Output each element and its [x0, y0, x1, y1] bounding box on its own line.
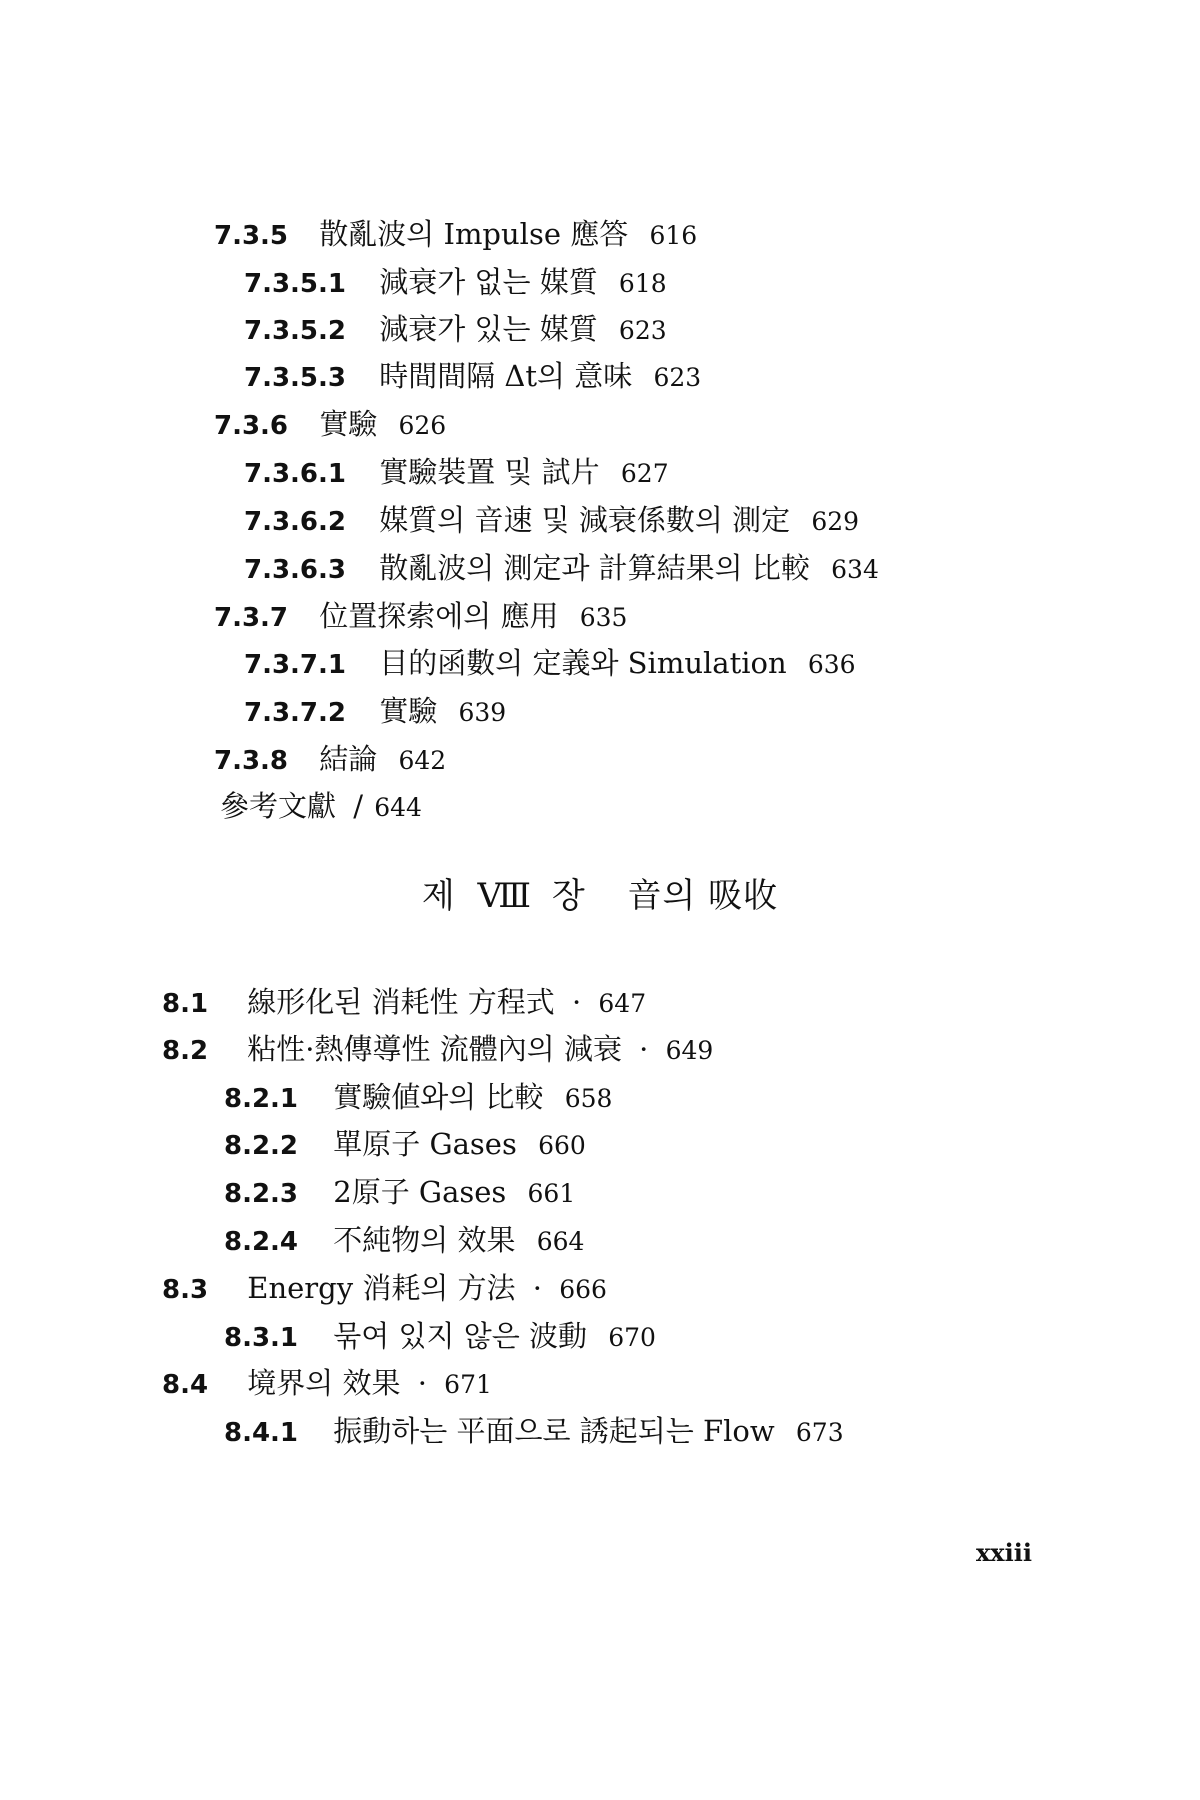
chapter-roman: Ⅷ — [477, 876, 533, 916]
entry-title: 境界의 效果 — [247, 1366, 401, 1400]
toc-entry-7-3-6-3 — [244, 548, 879, 588]
toc-entry-7-3-8 — [214, 739, 446, 779]
entry-number: 7.3.6.3 — [244, 555, 346, 585]
page-number: xxiii — [976, 1538, 1032, 1567]
toc-entry-8-2 — [162, 1029, 713, 1069]
entry-separator: / — [353, 789, 364, 823]
entry-number: 8.4 — [162, 1370, 209, 1400]
entry-page: 647 — [598, 989, 647, 1018]
entry-page: 616 — [649, 221, 698, 250]
entry-page: 666 — [559, 1275, 607, 1304]
toc-entry-7-3-6 — [214, 404, 446, 444]
chapter-name: 音의 吸收 — [627, 876, 779, 916]
entry-number: 8.3.1 — [224, 1323, 299, 1353]
entry-page: 642 — [398, 746, 447, 775]
entry-title: 減衰가 없는 媒質 — [379, 265, 598, 299]
entry-number: 7.3.6.2 — [244, 507, 346, 537]
toc-entry-7-3-5-2 — [244, 309, 667, 349]
entry-title: 目的函數의 定義와 Simulation — [379, 646, 787, 680]
toc-entry-8-1 — [162, 982, 646, 1022]
entry-title: 減衰가 있는 媒質 — [379, 312, 598, 346]
entry-title: Energy 消耗의 方法 — [247, 1271, 516, 1305]
entry-page: 673 — [795, 1418, 844, 1447]
toc-entry-7-3-5 — [214, 214, 697, 254]
entry-number: 7.3.7.1 — [244, 650, 346, 680]
entry-separator: · — [417, 1366, 427, 1400]
entry-number: 8.2.4 — [224, 1227, 299, 1257]
entry-page: 671 — [444, 1370, 492, 1399]
entry-title: 散亂波의 Impulse 應答 — [319, 217, 629, 251]
entry-number: 7.3.5.1 — [244, 269, 346, 299]
entry-title: 時間間隔 Δt의 意味 — [379, 359, 633, 393]
entry-title: 2原子 Gases — [333, 1175, 507, 1209]
entry-title: 單原子 Gases — [333, 1127, 517, 1161]
entry-page: 639 — [458, 698, 507, 727]
toc-entry-8-3 — [162, 1268, 607, 1308]
entry-title: 媒質의 音速 및 減衰係數의 測定 — [379, 503, 791, 537]
entry-number: 7.3.6.1 — [244, 459, 346, 489]
entry-title: 不純物의 效果 — [333, 1223, 516, 1257]
entry-separator: · — [532, 1271, 542, 1305]
toc-entry-8-4-1 — [224, 1411, 844, 1451]
entry-number: 8.4.1 — [224, 1418, 299, 1448]
entry-page: 649 — [665, 1036, 714, 1065]
toc-entry-7-3-7 — [214, 596, 627, 636]
entry-number: 8.2.1 — [224, 1084, 299, 1114]
entry-page: 618 — [618, 269, 667, 298]
toc-entry-8-2-2 — [224, 1124, 586, 1164]
entry-page: 664 — [536, 1227, 585, 1256]
entry-number: 7.3.7 — [214, 603, 289, 633]
toc-entry-8-2-4 — [224, 1220, 584, 1260]
entry-title: 實驗値와의 比較 — [333, 1080, 544, 1114]
entry-number: 8.2.3 — [224, 1179, 299, 1209]
entry-number: 7.3.8 — [214, 746, 289, 776]
entry-title: 實驗 — [319, 407, 378, 441]
entry-number: 7.3.5 — [214, 221, 289, 251]
entry-page: 636 — [807, 650, 856, 679]
entry-title: 묶여 있지 않은 波動 — [333, 1319, 587, 1353]
toc-entry-8-4 — [162, 1363, 492, 1403]
entry-page: 644 — [374, 793, 422, 822]
toc-entry-8-2-1 — [224, 1077, 612, 1117]
entry-page: 670 — [608, 1323, 656, 1352]
entry-page: 623 — [618, 316, 667, 345]
entry-page: 658 — [564, 1084, 613, 1113]
entry-title: 實驗 — [379, 694, 438, 728]
toc-entry-7-3-5-3 — [244, 356, 701, 396]
entry-page: 635 — [579, 603, 628, 632]
chapter-heading — [0, 872, 1200, 920]
entry-number: 8.2.2 — [224, 1131, 299, 1161]
chapter-suffix: 장 — [551, 876, 586, 916]
toc-entry-7-3-5-1 — [244, 262, 667, 302]
entry-number: 7.3.5.2 — [244, 316, 346, 346]
toc-entry-8-3-1 — [224, 1316, 656, 1356]
entry-page: 626 — [398, 411, 447, 440]
entry-title: 粘性·熱傳導性 流體內의 減衰 — [247, 1032, 622, 1066]
entry-title: 振動하는 平面으로 誘起되는 Flow — [333, 1414, 775, 1448]
toc-entry-7-3-6-2 — [244, 500, 859, 540]
entry-number: 7.3.5.3 — [244, 363, 346, 393]
entry-number: 7.3.6 — [214, 411, 289, 441]
entry-separator: · — [571, 985, 582, 1019]
entry-title: 散亂波의 測定과 計算結果의 比較 — [379, 551, 810, 585]
entry-title: 線形化된 消耗性 方程式 — [247, 985, 555, 1019]
entry-title: 實驗裝置 및 試片 — [379, 455, 600, 489]
entry-page: 623 — [653, 363, 702, 392]
chapter-prefix: 제 — [421, 876, 456, 916]
toc-entry-7-3-6-1 — [244, 452, 669, 492]
entry-number: 8.3 — [162, 1275, 209, 1305]
toc-entry-references — [220, 786, 422, 826]
entry-number: 8.1 — [162, 989, 209, 1019]
entry-separator: · — [639, 1032, 649, 1066]
toc-entry-7-3-7-2 — [244, 691, 506, 731]
entry-page: 629 — [811, 507, 860, 536]
entry-number: 8.2 — [162, 1036, 209, 1066]
toc-entry-8-2-3 — [224, 1172, 575, 1212]
entry-page: 627 — [620, 459, 669, 488]
entry-page: 661 — [527, 1179, 576, 1208]
entry-title: 位置探索에의 應用 — [319, 599, 559, 633]
entry-number: 7.3.7.2 — [244, 698, 346, 728]
toc-entry-7-3-7-1 — [244, 643, 856, 683]
entry-title: 參考文獻 — [220, 789, 337, 823]
entry-title: 結論 — [319, 742, 378, 776]
entry-page: 634 — [831, 555, 879, 584]
entry-page: 660 — [538, 1131, 586, 1160]
